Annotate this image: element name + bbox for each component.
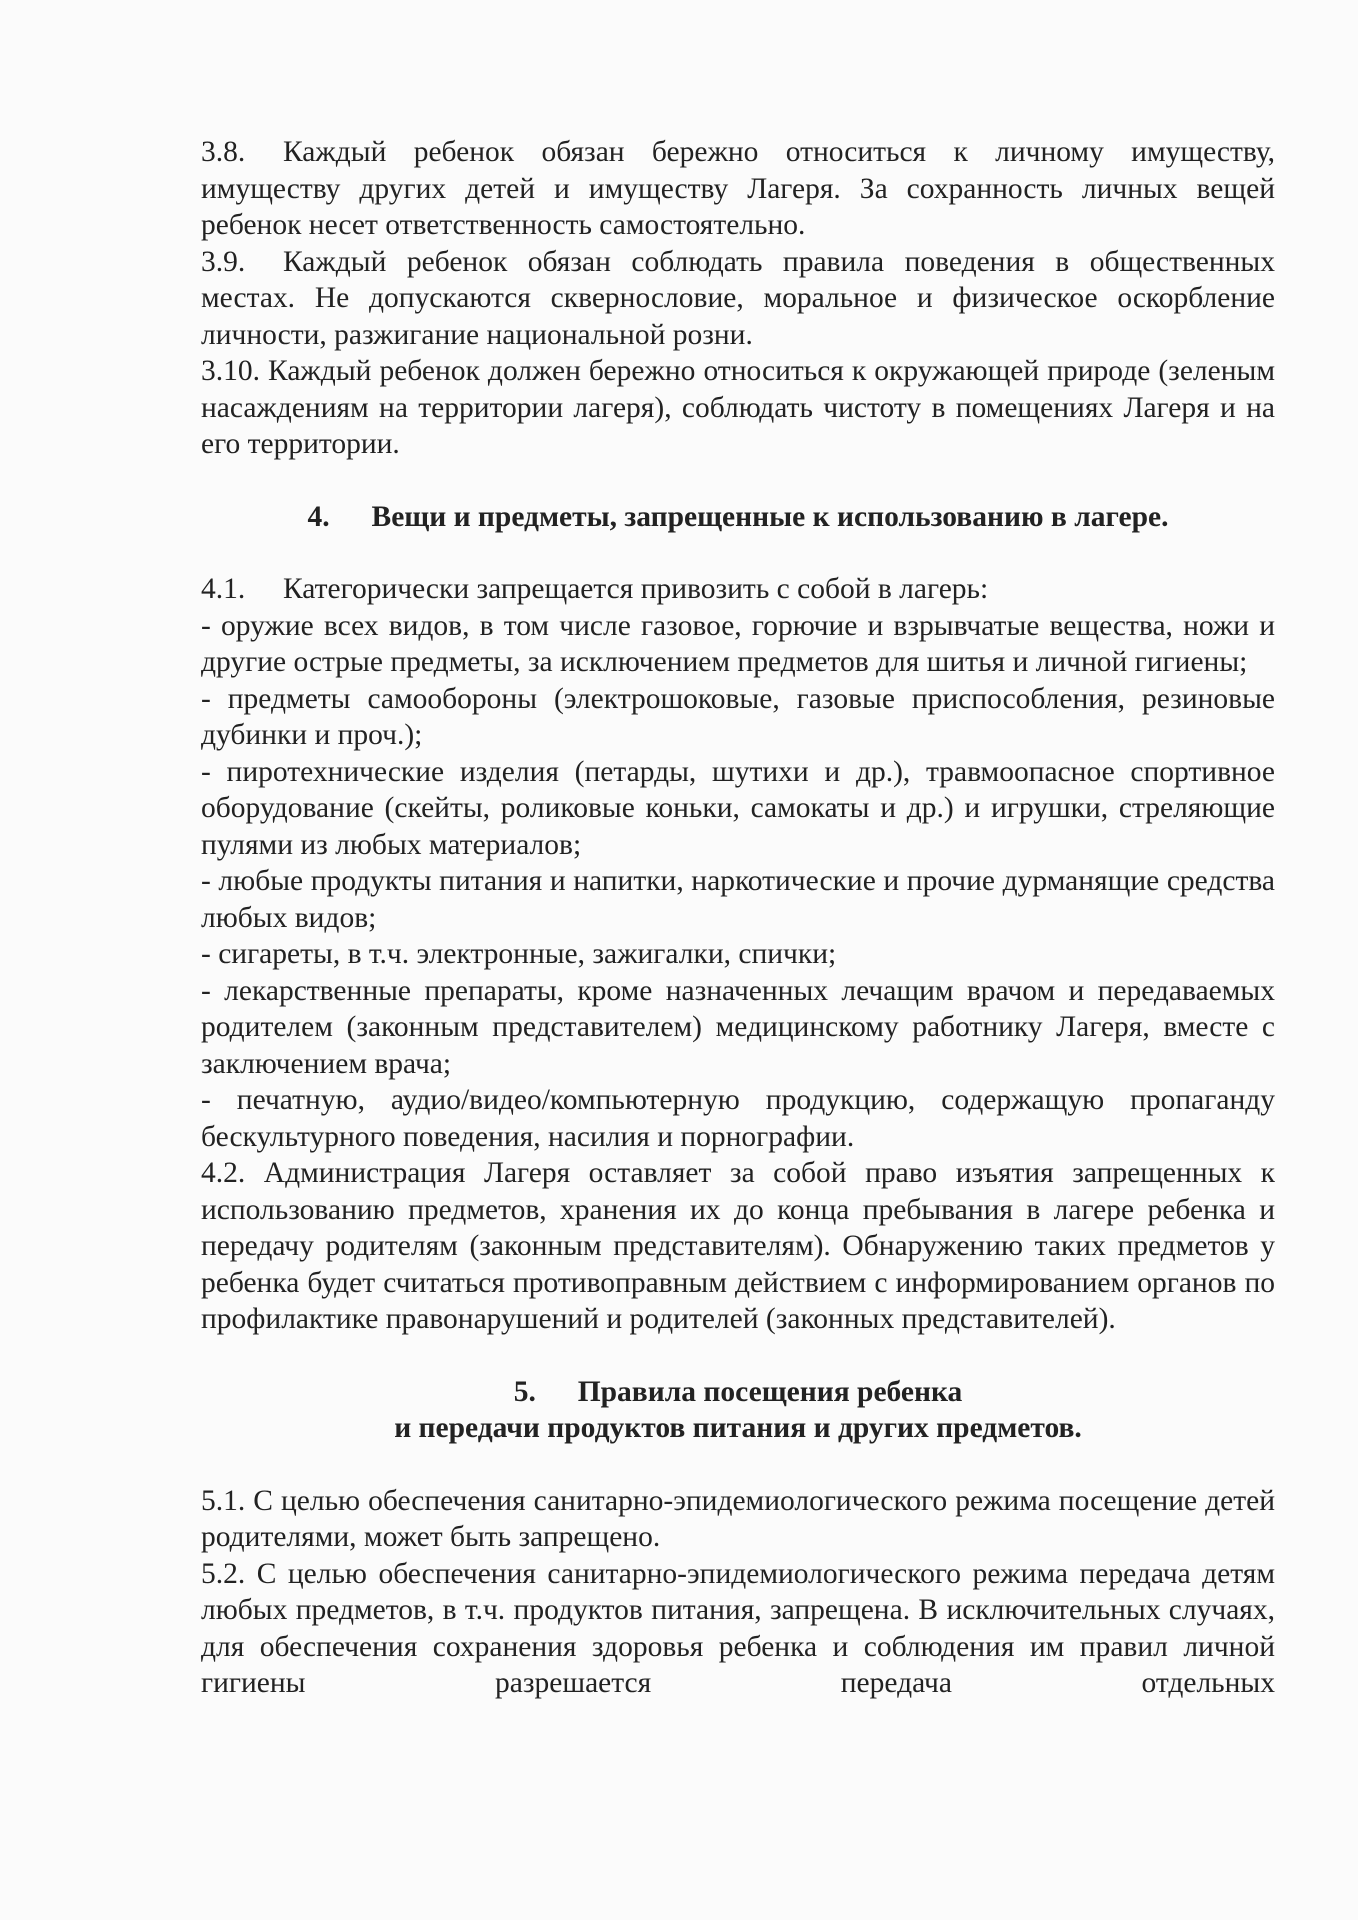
paragraph-3-9 bbox=[201, 244, 1275, 354]
list-item: - лекарственные препараты, кроме назначенных лечащим врачом и передаваемых родителем (законным представителем) медицинскому работнику Лагеря, вместе с заключением врача; bbox=[201, 974, 1275, 1080]
paragraph-text: Категорически запрещается привозить с собой в лагерь: bbox=[283, 573, 989, 605]
spacer bbox=[201, 1447, 1275, 1483]
list-item: - печатную, аудио/видео/компьютерную продукцию, содержащую пропаганду бескультурного поведения, насилия и порнографии. bbox=[201, 1084, 1275, 1153]
paragraph-number: 4.1. bbox=[201, 573, 246, 605]
section-number: 4. bbox=[307, 500, 330, 533]
section-5-heading-line-2: и передачи продуктов питания и других предметов. bbox=[394, 1412, 1082, 1444]
paragraph-number: 3.9. bbox=[201, 245, 246, 278]
spacer bbox=[201, 535, 1275, 571]
paragraph-4-1 bbox=[201, 571, 1275, 608]
spacer bbox=[201, 463, 1275, 499]
section-5-heading bbox=[201, 1374, 1275, 1411]
list-item: - оружие всех видов, в том числе газовое, горючие и взрывчатые вещества, ножи и другие острые предметы, за исключением предметов для шитья и личной гигиены; bbox=[201, 609, 1275, 678]
section-4-heading bbox=[201, 499, 1275, 536]
list-item: - пиротехнические изделия (петарды, шутихи и др.), травмоопасное спортивное оборудование (скейты, роликовые коньки, самокаты и др.) и игрушки, стреляющие пулями из любых материалов; bbox=[201, 755, 1275, 861]
list-item: - любые продукты питания и напитки, наркотические и прочие дурманящие средства любых видов; bbox=[201, 865, 1275, 934]
paragraph-number: 3.8. bbox=[201, 136, 246, 168]
paragraph-text: Каждый ребенок должен бережно относиться к окружающей природе (зеленым насаждениям на территории лагеря), соблюдать чистоту в помещениях Лагеря и на его территории. bbox=[201, 355, 1275, 460]
section-title-line-1: Правила посещения ребенка bbox=[577, 1375, 963, 1408]
paragraph-4-2: 4.2. Администрация Лагеря оставляет за собой право изъятия запрещенных к использованию предметов, хранения их до конца пребывания в лагере ребенка и передачу родителям (законным представителям). Обнаружению таких предметов у ребенка будет считаться противоправным действием с информированием органов по профилактике правонарушений и родителей (законных представителей). bbox=[201, 1157, 1275, 1335]
paragraph-3-8 bbox=[201, 134, 1275, 244]
section-title: Вещи и предметы, запрещенные к использованию в лагере. bbox=[371, 500, 1169, 533]
paragraph-5-1: 5.1. С целью обеспечения санитарно-эпидемиологического режима посещение детей родителями, может быть запрещено. bbox=[201, 1484, 1275, 1553]
paragraph-number: 3.10. bbox=[201, 355, 260, 387]
list-item: - предметы самообороны (электрошоковые, газовые приспособления, резиновые дубинки и проч.); bbox=[201, 682, 1275, 751]
list-item: - сигареты, в т.ч. электронные, зажигалки, спички; bbox=[201, 938, 837, 970]
document-body bbox=[201, 134, 1275, 1702]
paragraph-5-2: 5.2. С целью обеспечения санитарно-эпидемиологического режима передача детям любых предметов, в т.ч. продуктов питания, запрещена. В исключительных случаях, для обеспечения сохранения здоровья ребенка и соблюдения им правил личной гигиены разрешается передача отдельных bbox=[201, 1557, 1275, 1699]
section-number: 5. bbox=[513, 1375, 536, 1408]
paragraph-text: Каждый ребенок обязан бережно относиться к личному имуществу, имуществу других детей и имуществу Лагеря. За сохранность личных вещей ребенок несет ответственность самостоятельно. bbox=[201, 136, 1275, 241]
spacer bbox=[201, 1338, 1275, 1374]
paragraph-3-10 bbox=[201, 353, 1275, 463]
paragraph-text: Каждый ребенок обязан соблюдать правила поведения в общественных местах. Не допускаются сквернословие, моральное и физическое оскорбление личности, разжигание национальной розни. bbox=[201, 245, 1275, 351]
